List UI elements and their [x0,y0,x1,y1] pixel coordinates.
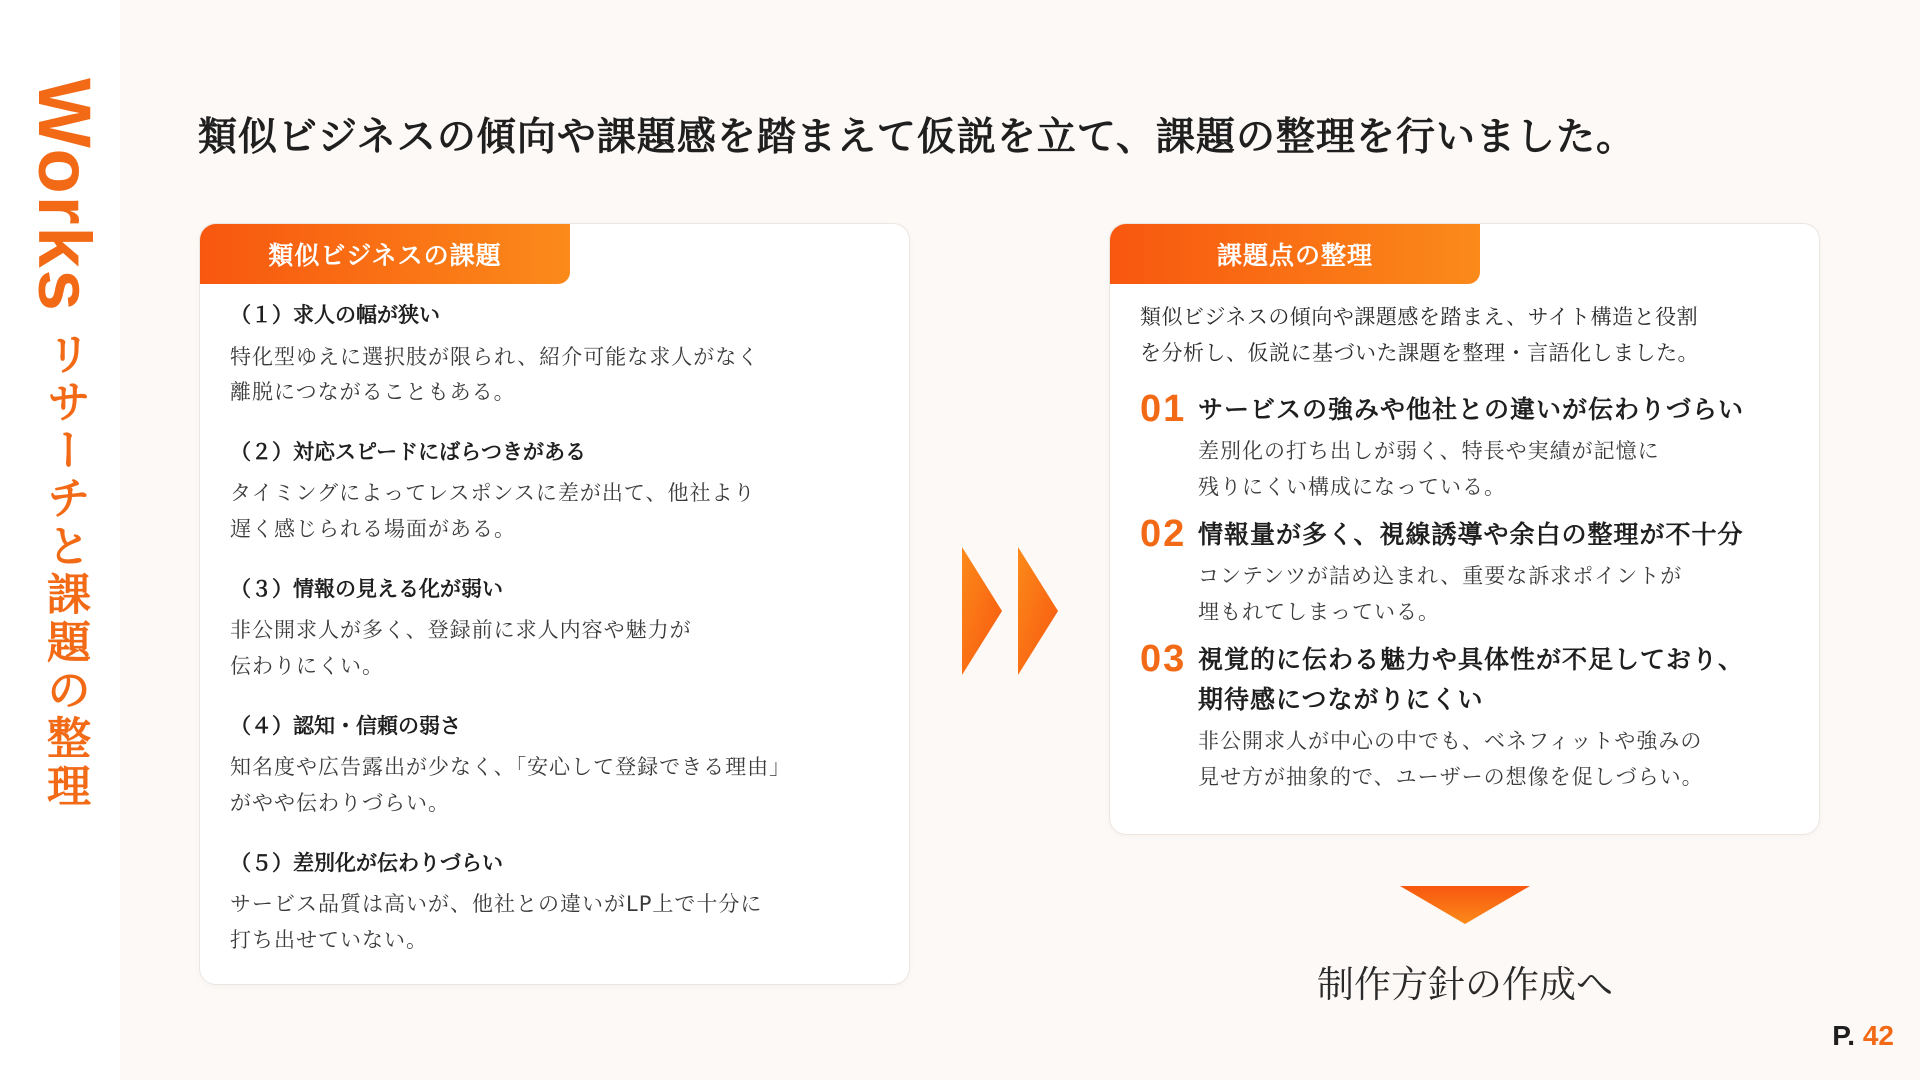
point-text: 非公開求人が中心の中でも、ベネフィットや強みの 見せ方が抽象的で、ユーザーの想像を促しづらい。 [1198,729,1704,789]
issue-text: 非公開求人が多く、登録前に求人内容や魅力が 伝わりにくい。 [230,618,692,678]
page-number [1832,1020,1894,1052]
issue-text: サービス品質は高いが、他社との違いがLP上で十分に 打ち出せていない。 [230,892,763,952]
issue-item [230,848,880,959]
issue-title: （１）求人の幅が狭い [230,303,440,327]
point-text: コンテンツが詰め込まれ、重要な訴求ポイントが 埋もれてしまっている。 [1198,564,1683,624]
issue-item [230,300,880,411]
point-number: 01 [1140,388,1187,430]
double-chevron-right-icon [960,545,1060,677]
point-number: 02 [1140,513,1187,555]
issue-item [230,574,880,685]
page-headline: 類似ビジネスの傾向や課題感を踏まえて仮説を立て、課題の整理を行いました。 [198,115,1637,160]
issue-title: （４）認知・信頼の弱さ [230,713,461,738]
page-number-value: 42 [1862,1020,1894,1051]
section-subtitle: リサーチと課題の整理 [40,330,89,811]
issue-text: タイミングによってレスポンスに差が出て、他社より 遅く感じられる場面がある。 [230,481,756,542]
point-body [1198,390,1808,505]
point-text: 差別化の打ち出しが弱く、特長や実績が記憶に 残りにくい構成になっている。 [1198,439,1660,499]
point-title: 視覚的に伝わる魅力や具体性が不足しており、 期待感につながりにくい [1198,645,1745,714]
vertical-section-title [22,78,107,811]
issue-text: 特化型ゆえに選択肢が限られ、紹介可能な求人がなく 離脱につながることもある。 [230,344,760,405]
point-body [1198,640,1808,795]
works-label: Works [23,78,106,313]
summary-intro: 類似ビジネスの傾向や課題感を踏まえ、サイト構造と役割 を分析し、仮説に基づいた課題を整理・言語化しました。 [1140,305,1699,365]
issue-item [230,711,880,822]
page-number-label: P. [1832,1020,1856,1051]
point-title: 情報量が多く、視線誘導や余白の整理が不十分 [1198,520,1744,549]
chevron-down-icon [1400,886,1530,924]
card-tab-issue-summary: 課題点の整理 [1110,224,1480,284]
issue-title: （５）差別化が伝わりづらい [230,850,503,875]
similar-business-issues-card [200,224,909,984]
issue-summary-card [1110,224,1819,834]
point-number: 03 [1140,638,1187,680]
issue-text: 知名度や広告露出が少なく、「安心して登録できる理由」 がやや伝わりづらい。 [230,755,792,815]
point-title: サービスの強みや他社との違いが伝わりづらい [1198,395,1745,424]
card-tab-similar-business-issues: 類似ビジネスの課題 [200,224,570,284]
next-step-label: 制作方針の作成へ [1317,963,1613,1006]
issue-title: （３）情報の見える化が弱い [230,576,503,601]
issue-list [230,300,880,984]
issue-item [230,437,880,548]
issue-title: （２）対応スピードにばらつきがある [230,439,586,464]
point-body [1198,515,1808,630]
